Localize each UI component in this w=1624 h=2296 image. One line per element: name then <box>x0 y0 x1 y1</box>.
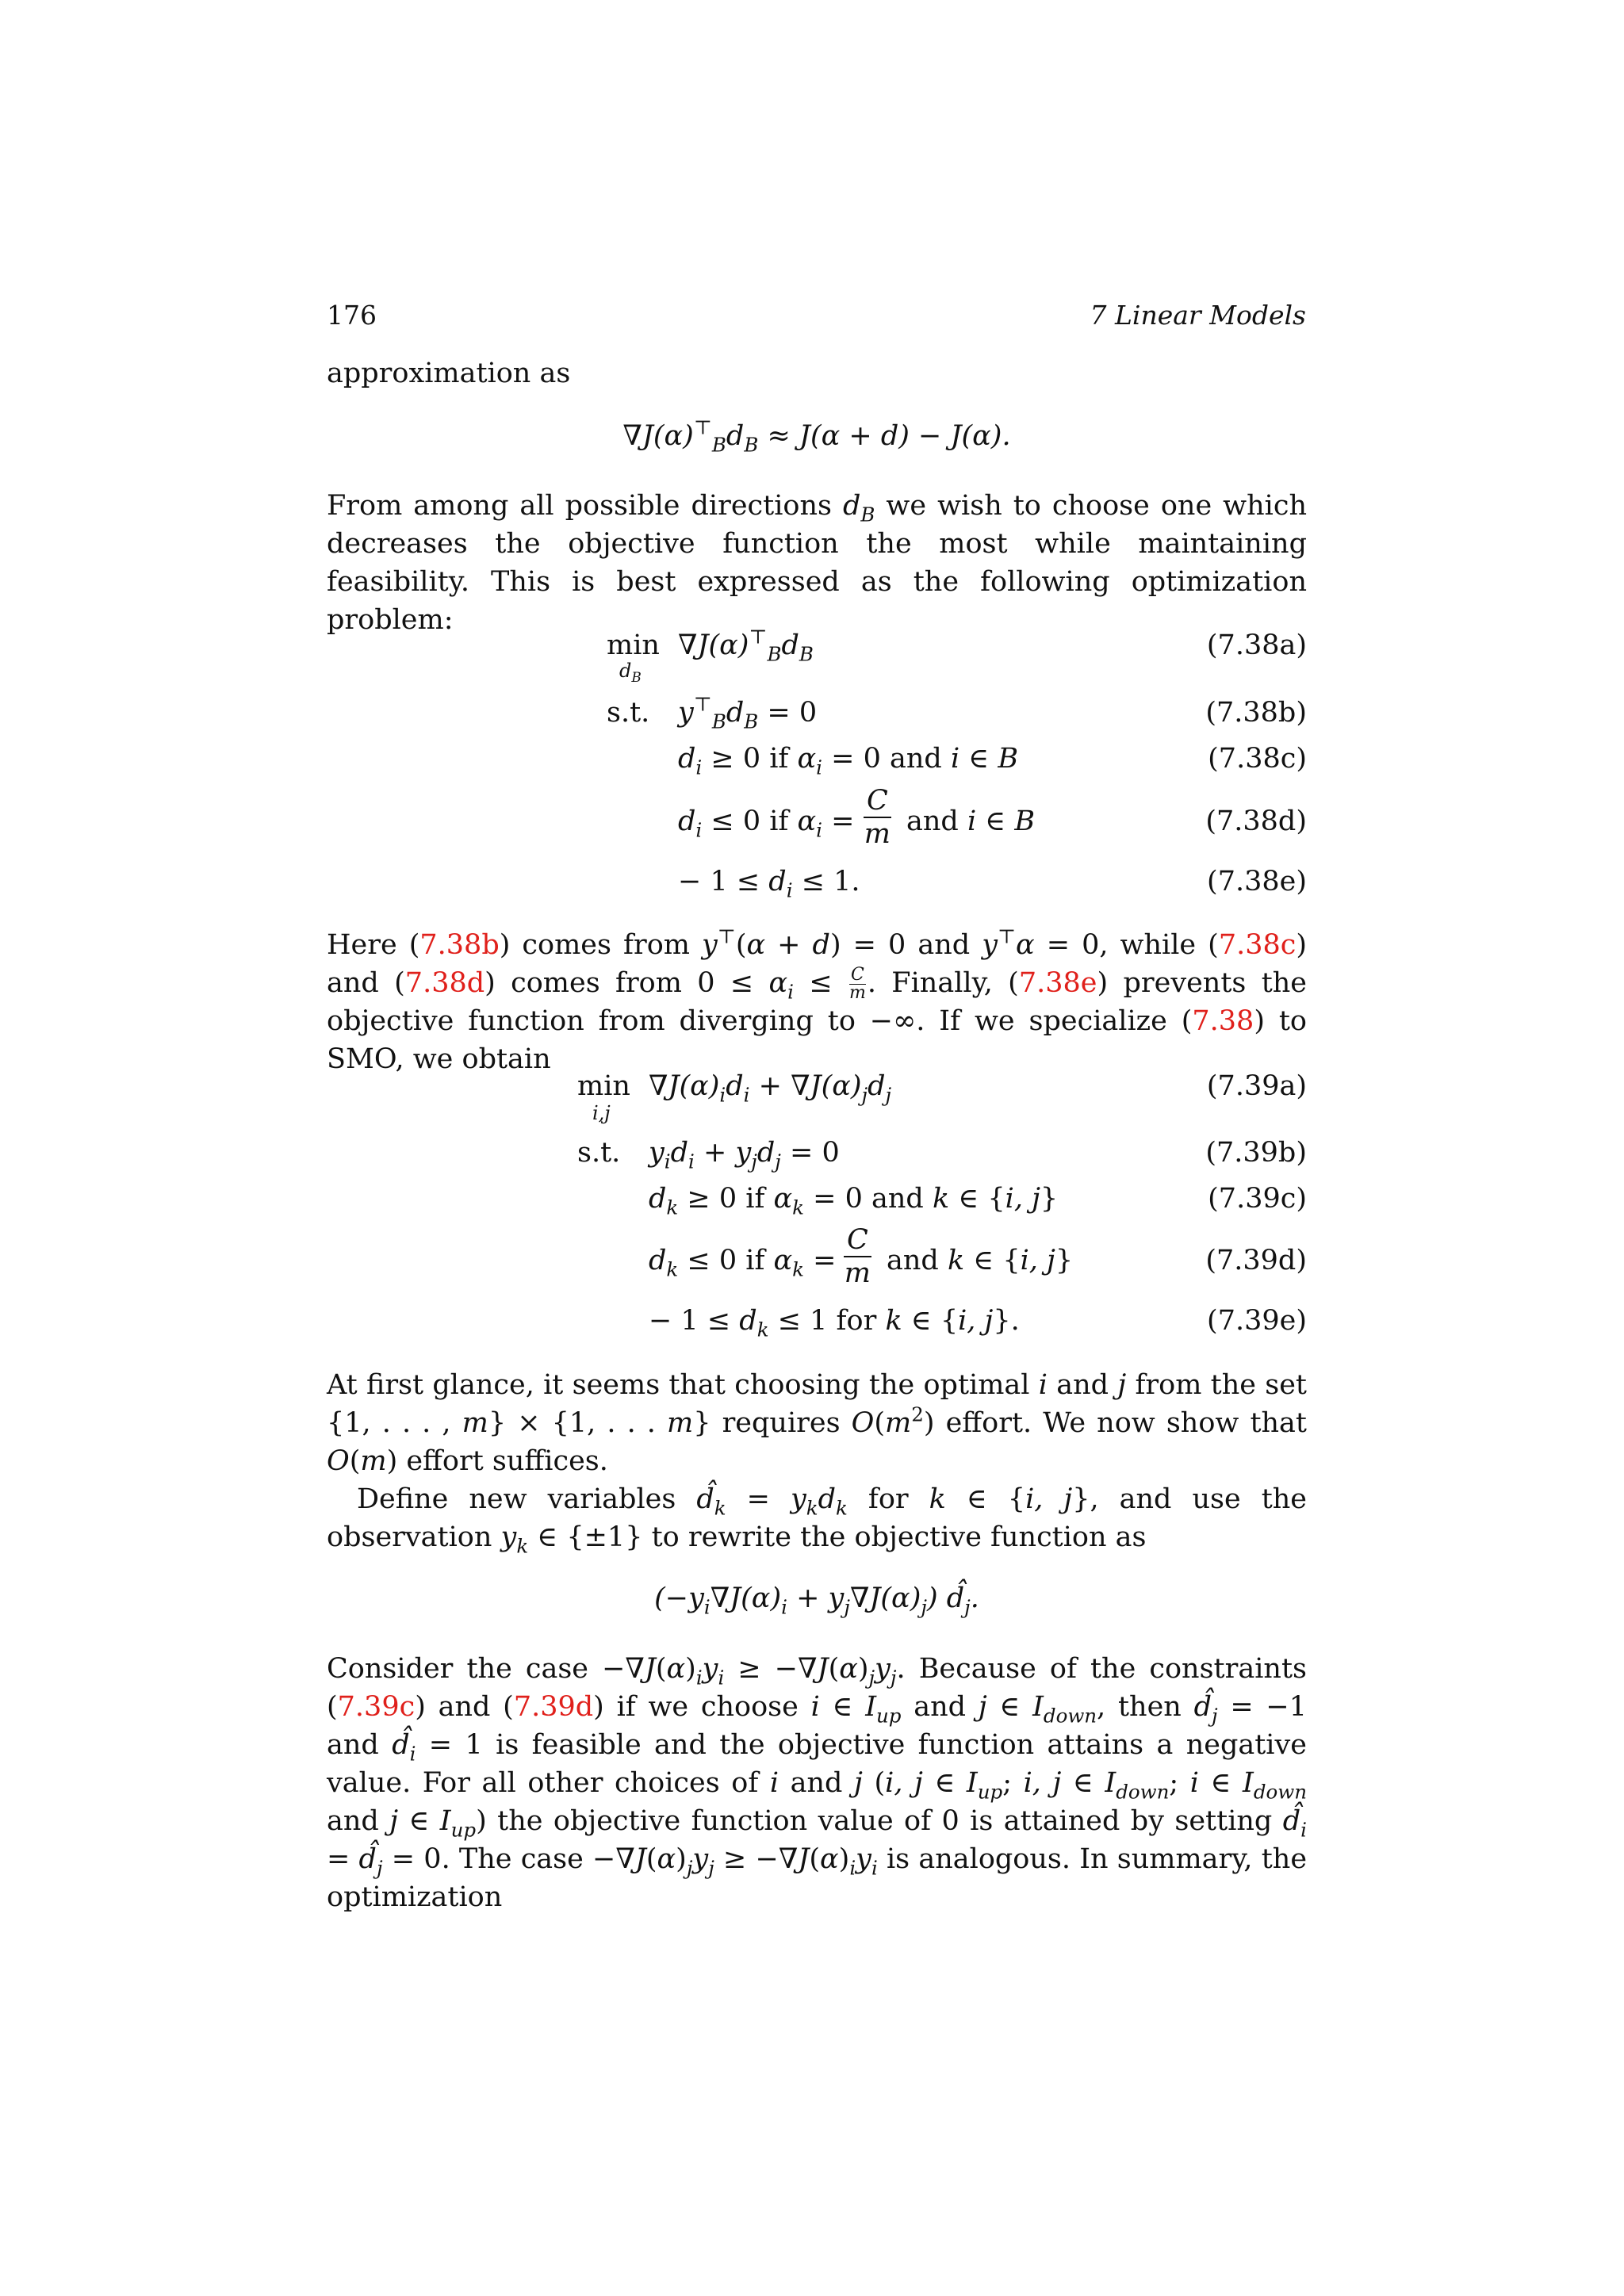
fraction-c-over-m: $\frac{C}{m}$ <box>844 1224 871 1289</box>
equation-739e: − $1 \le d_k \le 1$ for k ∈ {i, j}. (7.39e) <box>327 1302 1307 1340</box>
paragraph-first-glance: At first glance, it seems that choosing the optimal i and j from the set {1, . . . , m} × {1, . . . m} requires $O(m^2)$ effort. We now show that O(m) effort suffices. <box>327 1369 1307 1477</box>
ref-738[interactable]: 7.38 <box>1192 1005 1254 1037</box>
equation-number: (7.38e) <box>1207 866 1307 897</box>
equation-number: (7.38b) <box>1205 697 1307 729</box>
equation-738d: $d_i \le 0$ if $\alpha_i$ = (7.38d) <box>327 802 1307 840</box>
equation-number: (7.38a) <box>1206 629 1307 661</box>
equation-number: (7.38d) <box>1205 806 1307 837</box>
fraction-c-over-m: $\frac{C}{m}$ <box>864 785 891 850</box>
ref-738d[interactable]: 7.38d <box>404 967 485 999</box>
equation-739a: min $\nabla J(\alpha)_id_i + \nabla J(\alpha)_jd_j$ (7.39a) <box>327 1067 1307 1105</box>
equation-number: (7.39d) <box>1205 1245 1307 1276</box>
equation-number: (7.39e) <box>1207 1305 1307 1337</box>
equation-738d-tail: and i ∈ B <box>906 806 1036 837</box>
equation-739c: $d_k \ge 0$ if $\alpha_k = 0$ and k ∈ {i, j} (7.39c) <box>327 1180 1307 1218</box>
equation-number: (7.38c) <box>1208 743 1307 775</box>
paragraph-directions: From among all possible directions $d_B$ we wish to choose one which decreases the objective function the most while maintaining feasibility. This is best expressed as the following optimization problem: <box>327 490 1307 636</box>
ref-738e[interactable]: 7.38e <box>1018 967 1097 999</box>
equation-739d-tail: and k ∈ {i, j} <box>887 1245 1074 1276</box>
equation-738b: s.t. $y^⊤_Bd_B = 0$ (7.38b) <box>607 692 1307 733</box>
equation-738c: $d_i \ge 0$ if $\alpha_i = 0$ and i ∈ B (7.38c) <box>327 740 1307 778</box>
equation-number: (7.39c) <box>1208 1183 1307 1215</box>
equation-739d: $d_k \le 0$ if $\alpha_k$ = (7.39d) <box>327 1242 1307 1280</box>
equation-739b: s.t. $y_id_i + y_jd_j = 0$ (7.39b) <box>327 1134 1307 1172</box>
display-equation-approximation: $\nabla J(\alpha)^⊤_Bd_B \approx J(\alpha + d) - J(\alpha)$. <box>622 415 1011 457</box>
equation-738a: min $\nabla J(\alpha)^⊤_Bd_B$ (7.38a) <box>607 625 1307 666</box>
min-operator: min <box>607 629 660 661</box>
equation-738e: − $1 \le d_i \le 1$. (7.38e) <box>327 863 1307 901</box>
running-header: 7 Linear Models <box>1090 300 1306 331</box>
ref-739c[interactable]: 7.39c <box>337 1691 416 1723</box>
equation-number: (7.39b) <box>1205 1137 1307 1169</box>
display-equation-objective: $(-y_i\nabla J(\alpha)_i + y_j\nabla J(\alpha)_j)$ $d̂_j$. <box>654 1582 979 1619</box>
paragraph-define: Define new variables $d̂_k = y_kd_k$ for k ∈ {i, j}, and use the observation $y_k$ ∈ {±1} to rewrite the objective function as <box>327 1483 1308 1558</box>
min-subscript: $d_B$ <box>619 660 642 685</box>
subject-to-label: s.t. <box>607 697 650 729</box>
min-subscript-ij: i,j <box>592 1102 611 1124</box>
equation-number: (7.39a) <box>1206 1070 1307 1102</box>
paragraph-consider: Consider the case $-\nabla J(\alpha)_iy_i \ge -\nabla J(\alpha)_jy_j$. Because of the constraints (7.39c) and (7.39d) if we choose i ∈ $I_{up}$ and j ∈ $I_{down}$, then $d̂_j = -1$ and $d̂_i = 1$ is feasible and the objective function attains a negative value. For all other choices of i and j (i, j ∈ $I_{up}$; i, j ∈ $I_{down}$; i ∈ $I_{down}$ and j ∈ $I_{up}$) the objective function value of 0 is attained by setting $d̂_i$ = $d̂_j = 0$. The case $-\nabla J(\alpha)_jy_j \ge -\nabla J(\alpha)_iy_i$ is analogous. In summary, the optimization <box>327 1653 1308 1913</box>
subject-to-label: s.t. <box>577 1137 621 1169</box>
ref-738c[interactable]: 7.38c <box>1218 929 1297 961</box>
ref-738b[interactable]: 7.38b <box>419 929 500 961</box>
paragraph-intro: approximation as <box>327 358 571 389</box>
page-number: 176 <box>327 300 377 331</box>
paragraph-here: Here (7.38b) comes from y⊤(α + d) = 0 and y⊤α = 0, while (7.38c) and (7.38d) comes from $0 \le \alpha_i$ ≤ $\frac{C}{m}$ . Finally, (7.38e) prevents the objective function from diverging to −∞. If we specialize (7.38) to SMO, we obtain <box>327 924 1308 1075</box>
min-operator: min <box>577 1070 630 1102</box>
ref-739d[interactable]: 7.39d <box>513 1691 594 1723</box>
